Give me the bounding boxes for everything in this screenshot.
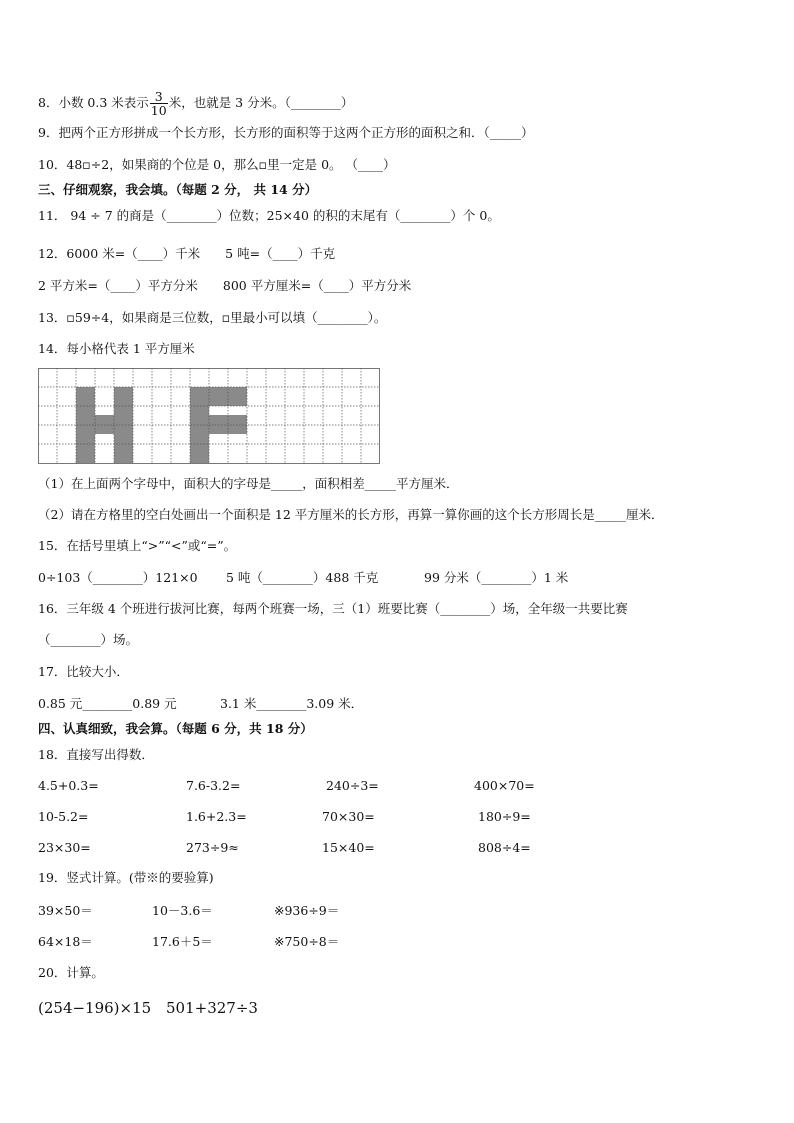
q18-item: 7.6-3.2= — [186, 778, 241, 793]
question-14: 14．每小格代表 1 平方厘米 — [38, 341, 195, 356]
question-18: 18．直接写出得数． — [38, 747, 154, 762]
square-grid — [38, 368, 382, 464]
question-19: 19．竖式计算。(带※的要验算) — [38, 870, 214, 885]
q18-item: 70×30= — [322, 809, 375, 824]
q18-item: 23×30= — [38, 840, 91, 855]
q18-item: 240÷3= — [326, 778, 379, 793]
q18-item: 4.5+0.3= — [38, 778, 99, 793]
question-16-line1: 16．三年级 4 个班进行拔河比赛，每两个班赛一场，三（1）班要比赛（________）场，全年级一共要比赛 — [38, 601, 628, 616]
question-13: 13．▫59÷4，如果商是三位数，▫里最小可以填（________）。 — [38, 310, 387, 325]
question-9: 9．把两个正方形拼成一个长方形，长方形的面积等于这两个正方形的面积之和．（_____） — [38, 125, 534, 140]
question-11: 11． 94 ÷ 7 的商是（________）位数；25×40 的积的末尾有（________）个 0。 — [38, 208, 500, 223]
q18-item: 180÷9= — [478, 809, 531, 824]
q19-item: 10－3.6＝ — [152, 903, 213, 918]
question-20: 20．计算。 — [38, 965, 104, 980]
question-12-line1: 12．6000 米=（____）千米 5 吨=（____）千克 — [38, 246, 336, 261]
q19-item: ※936÷9＝ — [274, 903, 340, 918]
q17-item-2: 3.1 米________3.09 米． — [220, 696, 364, 711]
question-10: 10．48▫÷2，如果商的个位是 0，那么▫里一定是 0。 （____） — [38, 157, 396, 172]
q19-item: 17.6＋5＝ — [152, 934, 213, 949]
question-14-part-2: （2）请在方格里的空白处画出一个面积是 12 平方厘米的长方形，再算一算你画的这个长方形周长是_____厘米． — [38, 507, 664, 522]
q15-item-1: 0÷103（________）121×0 — [38, 570, 198, 585]
section-3-heading: 三、仔细观察，我会填。（每题 2 分， 共 14 分） — [38, 182, 318, 197]
section-4-heading: 四、认真细致，我会算。（每题 6 分，共 18 分） — [38, 721, 313, 736]
q15-item-3: 99 分米（________）1 米 — [424, 570, 569, 585]
question-15: 15．在括号里填上“>”“<”或“=”。 — [38, 538, 237, 553]
q19-item: 64×18＝ — [38, 934, 93, 949]
q20-expression-2: 501+327÷3 — [166, 999, 258, 1017]
q19-item: 39×50＝ — [38, 903, 93, 918]
q15-item-2: 5 吨（________）488 千克 — [226, 570, 379, 585]
q18-item: 400×70= — [474, 778, 535, 793]
question-14-part-1: （1）在上面两个字母中，面积大的字母是_____，面积相差_____平方厘米． — [38, 476, 459, 491]
question-8: 8．小数 0.3 米表示 $\frac{3}{10}$ 米，也就是 3 分米。（________） — [38, 89, 354, 118]
q18-item: 808÷4= — [478, 840, 531, 855]
q17-item-1: 0.85 元________0.89 元 — [38, 696, 177, 711]
q18-item: 10-5.2= — [38, 809, 89, 824]
q20-expression-1: (254−196)×15 — [38, 999, 152, 1017]
q18-item: 1.6+2.3= — [186, 809, 247, 824]
q18-item: 273÷9≈ — [186, 840, 239, 855]
question-17: 17．比较大小． — [38, 664, 129, 679]
fraction-3-10: $\frac{3}{10}$ — [150, 89, 167, 118]
question-12-line2: 2 平方米=（____）平方分米 800 平方厘米=（____）平方分米 — [38, 278, 412, 293]
q19-item: ※750÷8＝ — [274, 934, 340, 949]
question-16-line2: （________）场。 — [38, 632, 139, 647]
q18-item: 15×40= — [322, 840, 375, 855]
